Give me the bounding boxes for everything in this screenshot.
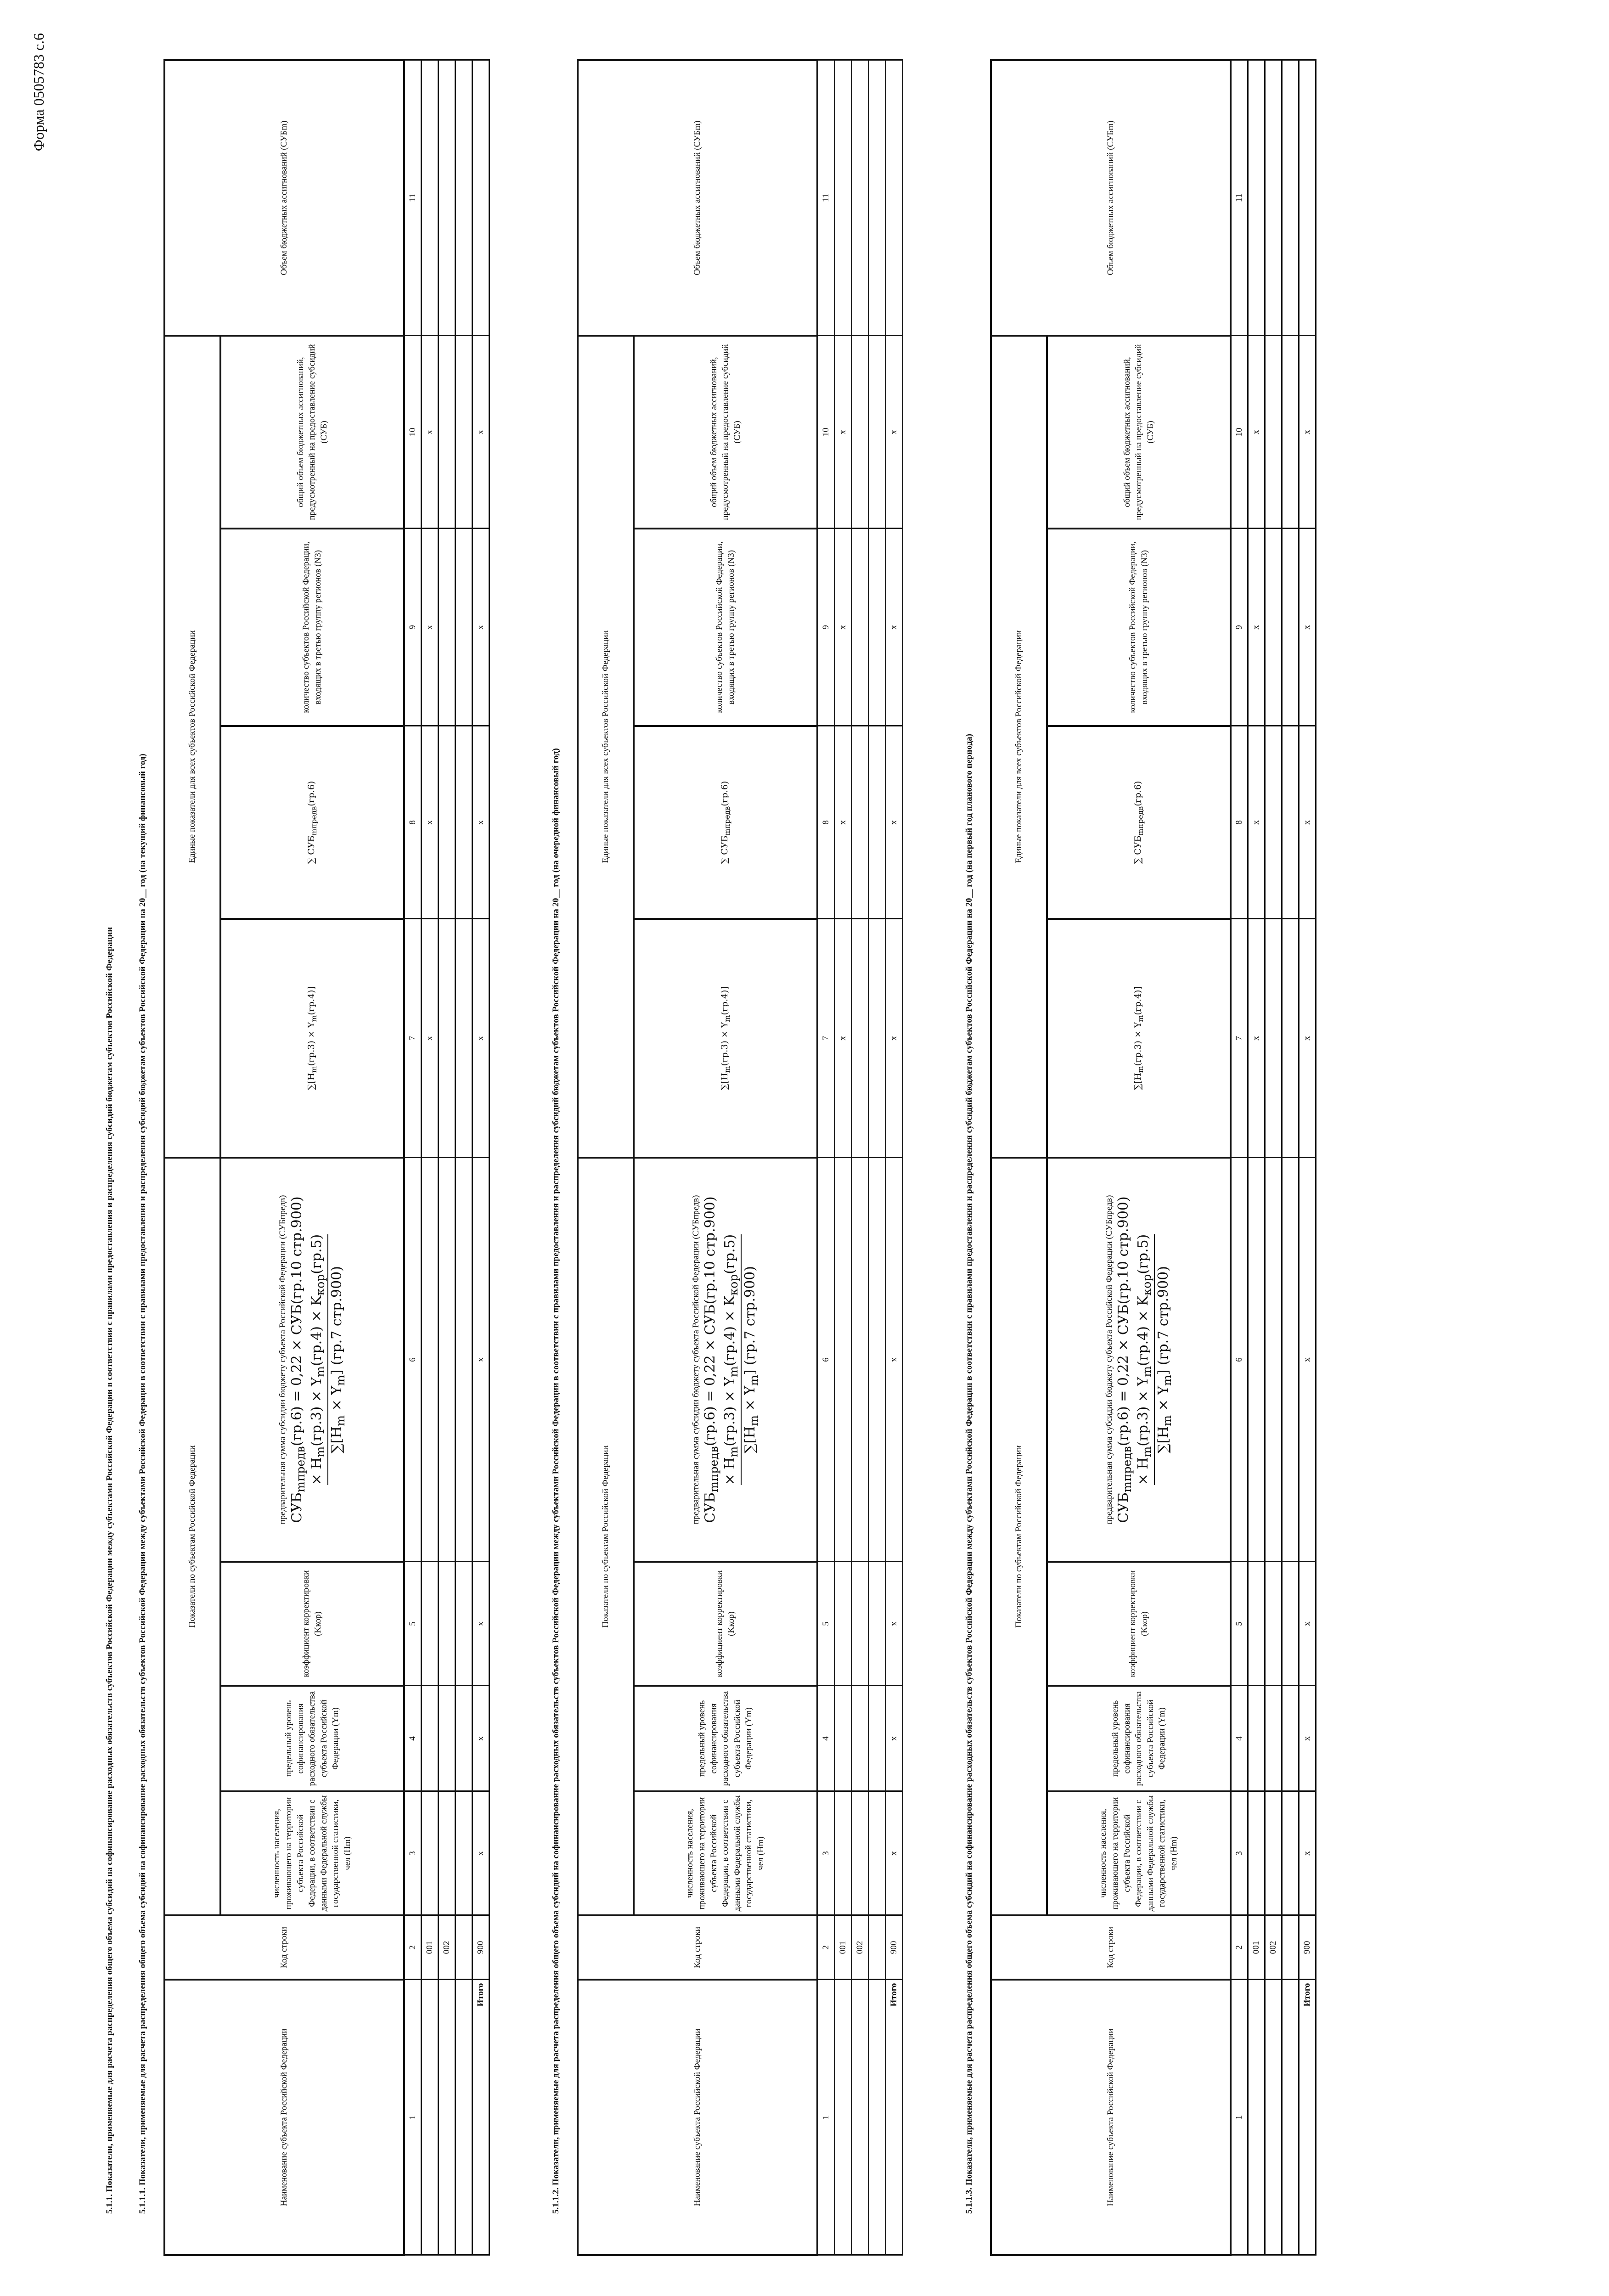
formula-subscript: m	[1160, 1415, 1174, 1426]
value-cell: x	[1248, 529, 1265, 726]
header-col6	[1047, 1158, 1231, 1562]
value-cell[interactable]	[852, 60, 869, 336]
header-col6	[220, 1158, 404, 1562]
value-cell[interactable]	[1248, 1791, 1265, 1915]
value-cell[interactable]	[869, 726, 886, 919]
total-cell	[886, 60, 903, 336]
total-cell: x	[473, 1686, 489, 1791]
header-col3: численность населения, проживающего на территории субъекта Российской Федерации, в соответствии с данными Федеральной службы государственной статистики, чел (Hm)	[634, 1791, 817, 1915]
header-name: Наименование субъекта Российской Федерации	[578, 1980, 817, 2255]
value-cell[interactable]	[852, 919, 869, 1158]
total-cell: x	[886, 529, 903, 726]
total-code: 900	[473, 1915, 489, 1980]
value-cell: x	[835, 336, 852, 529]
col6-formula-line2: × $H_m(гр.3) \times Y_m(гр.4) \times K_{кор}(гр.5)$	[721, 1234, 742, 1485]
section-heading: 5.1.1.1. Показатели, применяемые для расчета распределения общего объема субсидий на софинансирование расходных обязательств субъектов Российской Федерации между субъектами Российской Федерации в соответствии с правилами предоставления и распределения субсидий бюджетам субъектов Российской Федерации на 20__ год (на текущий финансовый год)	[138, 754, 147, 2214]
data-row-001	[835, 60, 852, 2255]
value-cell[interactable]	[456, 336, 473, 529]
total-cell	[473, 60, 489, 336]
value-cell[interactable]	[1282, 726, 1299, 919]
total-cell: x	[1299, 1158, 1316, 1562]
value-cell[interactable]	[852, 1158, 869, 1562]
column-number-row	[817, 60, 835, 2255]
row-code: 002	[852, 1915, 869, 1980]
value-cell[interactable]	[1265, 1791, 1282, 1915]
value-cell[interactable]	[439, 1686, 456, 1791]
value-cell[interactable]	[439, 1562, 456, 1686]
col6-formula-line3: $\sum[H_m \times Y_m]$ (гр.7 стр.900)	[1155, 1266, 1174, 1453]
group-subjects: Показатели по субъектам Российской Федерации	[578, 1158, 634, 1915]
header-col11: Объем бюджетных ассигнований (СУБm)	[991, 60, 1231, 336]
total-label: Итого	[886, 1980, 903, 2255]
value-cell[interactable]	[456, 60, 473, 336]
column-number-3: 3	[817, 1791, 835, 1915]
formula-subscript: m	[309, 1066, 318, 1073]
value-cell[interactable]	[869, 336, 886, 529]
column-number-9: 9	[1231, 529, 1248, 726]
value-cell[interactable]	[439, 529, 456, 726]
total-cell: x	[473, 1562, 489, 1686]
value-cell[interactable]	[1265, 529, 1282, 726]
column-number-8: 8	[1231, 726, 1248, 919]
value-cell[interactable]	[1282, 1686, 1299, 1791]
header-code: Код строки	[991, 1915, 1231, 1980]
header-col10: общий объем бюджетных ассигнований, предусмотренный на предоставление субсидий (СУБ)	[634, 336, 817, 529]
total-cell: x	[886, 1791, 903, 1915]
row-code	[1282, 1915, 1299, 1980]
value-cell[interactable]	[835, 1158, 852, 1562]
group-common: Единые показатели для всех субъектов Российской Федерации	[991, 336, 1047, 1158]
subject-name-cell[interactable]	[869, 1980, 886, 2255]
value-cell[interactable]	[1248, 1562, 1265, 1686]
value-cell[interactable]	[869, 919, 886, 1158]
total-row	[1299, 60, 1316, 2255]
header-code: Код строки	[578, 1915, 817, 1980]
row-code	[869, 1915, 886, 1980]
value-cell: x	[1248, 336, 1265, 529]
formula-subscript: mпредв	[294, 1446, 308, 1492]
column-number-3: 3	[404, 1791, 422, 1915]
value-cell[interactable]	[852, 336, 869, 529]
column-number-11: 11	[817, 60, 835, 336]
value-cell: x	[835, 529, 852, 726]
value-cell[interactable]	[456, 1562, 473, 1686]
row-code: 001	[835, 1915, 852, 1980]
main-heading: 5.1.1. Показатели, применяемые для расчета распределения общего объема субсидий на софинансирование расходных обязательств субъектов Российской Федерации между субъектами Российской Федерации в соответствии с правилами предоставления и распределения субсидий бюджетам субъектов Российской Федерации	[105, 927, 114, 2214]
column-number-2: 2	[1231, 1915, 1248, 1980]
formula-subscript: m	[726, 1366, 740, 1377]
value-cell[interactable]	[1248, 1686, 1265, 1791]
value-cell[interactable]	[852, 1686, 869, 1791]
value-cell: x	[835, 919, 852, 1158]
indicator-table	[577, 59, 903, 2256]
column-number-7: 7	[404, 919, 422, 1158]
group-subjects: Показатели по субъектам Российской Федерации	[991, 1158, 1047, 1915]
value-cell[interactable]	[1265, 726, 1282, 919]
header-col6	[634, 1158, 817, 1562]
value-cell[interactable]	[1282, 1158, 1299, 1562]
total-label: Итого	[1299, 1980, 1316, 2255]
header-col7: $\sum[H_m(гр.3) \times Y_m(гр.4)]$	[1047, 919, 1231, 1158]
data-row-001	[1248, 60, 1265, 2255]
total-label: Итого	[473, 1980, 489, 2255]
formula-subscript: кор	[726, 1274, 740, 1296]
column-number-8: 8	[404, 726, 422, 919]
group-common: Единые показатели для всех субъектов Российской Федерации	[578, 336, 634, 1158]
subject-name-cell[interactable]	[422, 1980, 439, 2255]
value-cell[interactable]	[1265, 60, 1282, 336]
column-number-2: 2	[817, 1915, 835, 1980]
value-cell[interactable]	[1265, 1686, 1282, 1791]
column-number-4: 4	[1231, 1686, 1248, 1791]
column-number-7: 7	[817, 919, 835, 1158]
value-cell: x	[422, 529, 439, 726]
column-number-7: 7	[1231, 919, 1248, 1158]
col6-title: предварительная сумма субсидии бюджету субъекта Российской Федерации (СУБпредв)	[1104, 1195, 1114, 1525]
value-cell[interactable]	[869, 60, 886, 336]
header-code: Код строки	[164, 1915, 404, 1980]
header-col5: коэффициент корректировки (Kкор)	[220, 1562, 404, 1686]
value-cell[interactable]	[835, 1562, 852, 1686]
value-cell[interactable]	[1265, 1158, 1282, 1562]
formula-subscript: m	[313, 1446, 327, 1458]
total-code: 900	[1299, 1915, 1316, 1980]
column-number-5: 5	[404, 1562, 422, 1686]
formula-subscript: m	[722, 1066, 731, 1073]
column-number-5: 5	[1231, 1562, 1248, 1686]
column-number-3: 3	[1231, 1791, 1248, 1915]
column-number-9: 9	[404, 529, 422, 726]
total-cell: x	[1299, 726, 1316, 919]
data-row-blank	[456, 60, 473, 2255]
total-cell: x	[886, 1562, 903, 1686]
column-number-11: 11	[404, 60, 422, 336]
header-col3: численность населения, проживающего на территории субъекта Российской Федерации, в соответствии с данными Федеральной службы государственной статистики, чел (Hm)	[1047, 1791, 1231, 1915]
header-col4: предельный уровень софинансирования расходного обязательства субъекта Российской Федерации (Ym)	[1047, 1686, 1231, 1791]
header-col3: численность населения, проживающего на территории субъекта Российской Федерации, в соответствии с данными Федеральной службы государственной статистики, чел (Hm)	[220, 1791, 404, 1915]
header-col5: коэффициент корректировки (Kкор)	[1047, 1562, 1231, 1686]
value-cell[interactable]	[422, 1158, 439, 1562]
header-col8: ∑ $СУБ_{mпредв}(гр.6)$	[634, 726, 817, 919]
value-cell[interactable]	[456, 1158, 473, 1562]
col6-formula-line2: × $H_m(гр.3) \times Y_m(гр.4) \times K_{кор}(гр.5)$	[308, 1234, 328, 1485]
header-col7: $\sum[H_m(гр.3) \times Y_m(гр.4)]$	[634, 919, 817, 1158]
value-cell[interactable]	[439, 1791, 456, 1915]
total-row	[473, 60, 489, 2255]
column-number-11: 11	[1231, 60, 1248, 336]
total-cell: x	[473, 726, 489, 919]
value-cell[interactable]	[835, 60, 852, 336]
value-cell: x	[1248, 919, 1265, 1158]
indicator-table	[990, 59, 1316, 2256]
column-number-5: 5	[817, 1562, 835, 1686]
subject-name-cell[interactable]	[439, 1980, 456, 2255]
formula-subscript: m	[313, 1366, 327, 1377]
total-cell: x	[473, 529, 489, 726]
value-cell[interactable]	[835, 1791, 852, 1915]
subject-name-cell[interactable]	[456, 1980, 473, 2255]
formula-subscript: m	[722, 1015, 731, 1022]
header-col10: общий объем бюджетных ассигнований, предусмотренный на предоставление субсидий (СУБ)	[220, 336, 404, 529]
total-cell: x	[1299, 529, 1316, 726]
value-cell[interactable]	[439, 60, 456, 336]
value-cell[interactable]	[456, 1791, 473, 1915]
value-cell[interactable]	[439, 919, 456, 1158]
subject-name-cell[interactable]	[1282, 1980, 1299, 2255]
subject-name-cell[interactable]	[1248, 1980, 1265, 2255]
value-cell[interactable]	[422, 1686, 439, 1791]
header-col4: предельный уровень софинансирования расходного обязательства субъекта Российской Федерации (Ym)	[220, 1686, 404, 1791]
group-subjects: Показатели по субъектам Российской Федерации	[164, 1158, 220, 1915]
total-cell: x	[473, 919, 489, 1158]
total-cell: x	[473, 336, 489, 529]
column-number-row	[1231, 60, 1248, 2255]
column-number-10: 10	[817, 336, 835, 529]
total-cell: x	[1299, 919, 1316, 1158]
col6-formula-line2: × $H_m(гр.3) \times Y_m(гр.4) \times K_{кор}(гр.5)$	[1135, 1234, 1155, 1485]
section-heading: 5.1.1.2. Показатели, применяемые для расчета распределения общего объема субсидий на софинансирование расходных обязательств субъектов Российской Федерации между субъектами Российской Федерации в соответствии с правилами предоставления и распределения субсидий бюджетам субъектов Российской Федерации на 20__ год (на очередной финансовый год)	[551, 748, 561, 2214]
formula-subscript: mпредв	[722, 806, 731, 836]
formula-subscript: m	[1136, 1015, 1145, 1022]
col6-formula-line3: $\sum[H_m \times Y_m]$ (гр.7 стр.900)	[742, 1266, 760, 1453]
value-cell[interactable]	[422, 1791, 439, 1915]
column-number-8: 8	[817, 726, 835, 919]
col6-title: предварительная сумма субсидии бюджету субъекта Российской Федерации (СУБпредв)	[277, 1195, 287, 1525]
value-cell[interactable]	[1282, 336, 1299, 529]
value-cell[interactable]	[1265, 919, 1282, 1158]
formula-subscript: mпредв	[309, 806, 318, 836]
value-cell[interactable]	[869, 1791, 886, 1915]
value-cell[interactable]	[1248, 1158, 1265, 1562]
value-cell[interactable]	[1282, 1562, 1299, 1686]
data-row-002	[852, 60, 869, 2255]
value-cell[interactable]	[1265, 336, 1282, 529]
value-cell: x	[422, 726, 439, 919]
col6-formula-line1: $СУБ_{mпредв}(гр.6) = 0,22 \times СУБ(гр.10$ стр.900)	[289, 1196, 308, 1523]
column-number-10: 10	[404, 336, 422, 529]
header-name: Наименование субъекта Российской Федерации	[164, 1980, 404, 2255]
formula-subscript: mпредв	[707, 1446, 721, 1492]
value-cell[interactable]	[439, 336, 456, 529]
formula-subscript: m	[333, 1375, 347, 1386]
header-col9: количество субъектов Российской Федерации, входящих в третью группу регионов (N3)	[220, 529, 404, 726]
formula-subscript: кор	[1140, 1274, 1153, 1296]
data-row-001	[422, 60, 439, 2255]
value-cell[interactable]	[422, 1562, 439, 1686]
value-cell[interactable]	[456, 726, 473, 919]
header-col8: ∑ $СУБ_{mпредв}(гр.6)$	[1047, 726, 1231, 919]
value-cell[interactable]	[1282, 60, 1299, 336]
formula-subscript: m	[1136, 1066, 1145, 1073]
col6-formula-line1: $СУБ_{mпредв}(гр.6) = 0,22 \times СУБ(гр.10$ стр.900)	[1115, 1196, 1134, 1523]
value-cell: x	[422, 336, 439, 529]
header-col9: количество субъектов Российской Федерации, входящих в третью группу регионов (N3)	[1047, 529, 1231, 726]
formula-subscript: m	[309, 1015, 318, 1022]
total-cell: x	[886, 1158, 903, 1562]
row-code	[456, 1915, 473, 1980]
total-cell: x	[886, 919, 903, 1158]
indicator-table	[163, 59, 490, 2256]
total-row	[886, 60, 903, 2255]
total-cell: x	[886, 1686, 903, 1791]
formula-subscript: кор	[313, 1274, 327, 1296]
value-cell: x	[1248, 726, 1265, 919]
col6-formula-line3: $\sum[H_m \times Y_m]$ (гр.7 стр.900)	[328, 1266, 347, 1453]
value-cell[interactable]	[869, 1562, 886, 1686]
value-cell[interactable]	[1282, 1791, 1299, 1915]
formula-subscript: m	[747, 1415, 760, 1426]
row-code: 002	[439, 1915, 456, 1980]
total-cell: x	[1299, 336, 1316, 529]
value-cell: x	[422, 919, 439, 1158]
header-col11: Объем бюджетных ассигнований (СУБm)	[578, 60, 817, 336]
col6-title: предварительная сумма субсидии бюджету субъекта Российской Федерации (СУБпредв)	[691, 1195, 701, 1525]
header-col8: ∑ $СУБ_{mпредв}(гр.6)$	[220, 726, 404, 919]
formula-subscript: m	[726, 1446, 740, 1458]
value-cell[interactable]	[439, 1158, 456, 1562]
formula-subscript: m	[333, 1415, 347, 1426]
total-cell: x	[1299, 1562, 1316, 1686]
column-number-2: 2	[404, 1915, 422, 1980]
header-col10: общий объем бюджетных ассигнований, предусмотренный на предоставление субсидий (СУБ)	[1047, 336, 1231, 529]
formula-subscript: mпредв	[1136, 806, 1145, 836]
form-number: Форма 0505783 с.6	[30, 33, 47, 152]
column-number-6: 6	[817, 1158, 835, 1562]
value-cell[interactable]	[1282, 919, 1299, 1158]
data-row-blank	[1282, 60, 1299, 2255]
header-col11: Объем бюджетных ассигнований (СУБm)	[164, 60, 404, 336]
subject-name-cell[interactable]	[852, 1980, 869, 2255]
value-cell: x	[835, 726, 852, 919]
value-cell[interactable]	[1265, 1562, 1282, 1686]
header-col7: $\sum[H_m(гр.3) \times Y_m(гр.4)]$	[220, 919, 404, 1158]
total-cell: x	[886, 336, 903, 529]
value-cell[interactable]	[852, 1791, 869, 1915]
value-cell[interactable]	[852, 529, 869, 726]
value-cell[interactable]	[835, 1686, 852, 1791]
column-number-10: 10	[1231, 336, 1248, 529]
total-cell: x	[1299, 1791, 1316, 1915]
column-number-1: 1	[817, 1980, 835, 2255]
header-col4: предельный уровень софинансирования расходного обязательства субъекта Российской Федерации (Ym)	[634, 1686, 817, 1791]
header-name: Наименование субъекта Российской Федерации	[991, 1980, 1231, 2255]
total-cell	[1299, 60, 1316, 336]
value-cell[interactable]	[869, 1158, 886, 1562]
total-cell: x	[473, 1791, 489, 1915]
formula-subscript: m	[1140, 1366, 1153, 1377]
column-number-1: 1	[404, 1980, 422, 2255]
column-number-4: 4	[817, 1686, 835, 1791]
data-row-002	[439, 60, 456, 2255]
formula-subscript: m	[1140, 1446, 1153, 1458]
value-cell[interactable]	[456, 919, 473, 1158]
col6-formula-line1: $СУБ_{mпредв}(гр.6) = 0,22 \times СУБ(гр.10$ стр.900)	[702, 1196, 721, 1523]
row-code: 001	[1248, 1915, 1265, 1980]
value-cell[interactable]	[1248, 60, 1265, 336]
value-cell[interactable]	[1282, 529, 1299, 726]
formula-subscript: m	[1160, 1375, 1174, 1386]
row-code: 001	[422, 1915, 439, 1980]
value-cell[interactable]	[456, 1686, 473, 1791]
value-cell[interactable]	[852, 1562, 869, 1686]
row-code: 002	[1265, 1915, 1282, 1980]
section-heading: 5.1.1.3. Показатели, применяемые для расчета распределения общего объема субсидий на софинансирование расходных обязательств субъектов Российской Федерации между субъектами Российской Федерации в соответствии с правилами предоставления и распределения субсидий бюджетам субъектов Российской Федерации на 20__ год (на первый год планового периода)	[964, 734, 974, 2214]
column-number-4: 4	[404, 1686, 422, 1791]
value-cell[interactable]	[869, 529, 886, 726]
total-cell: x	[886, 726, 903, 919]
group-common: Единые показатели для всех субъектов Российской Федерации	[164, 336, 220, 1158]
header-col5: коэффициент корректировки (Kкор)	[634, 1562, 817, 1686]
formula-subscript: m	[747, 1375, 760, 1386]
column-number-6: 6	[1231, 1158, 1248, 1562]
total-cell: x	[473, 1158, 489, 1562]
subject-name-cell[interactable]	[835, 1980, 852, 2255]
subject-name-cell[interactable]	[1265, 1980, 1282, 2255]
total-code: 900	[886, 1915, 903, 1980]
value-cell[interactable]	[456, 529, 473, 726]
column-number-row	[404, 60, 422, 2255]
value-cell[interactable]	[869, 1686, 886, 1791]
formula-subscript: mпредв	[1120, 1446, 1134, 1492]
total-cell: x	[1299, 1686, 1316, 1791]
value-cell[interactable]	[852, 726, 869, 919]
column-number-6: 6	[404, 1158, 422, 1562]
data-row-002	[1265, 60, 1282, 2255]
header-col9: количество субъектов Российской Федерации, входящих в третью группу регионов (N3)	[634, 529, 817, 726]
column-number-9: 9	[817, 529, 835, 726]
value-cell[interactable]	[422, 60, 439, 336]
value-cell[interactable]	[439, 726, 456, 919]
column-number-1: 1	[1231, 1980, 1248, 2255]
data-row-blank	[869, 60, 886, 2255]
